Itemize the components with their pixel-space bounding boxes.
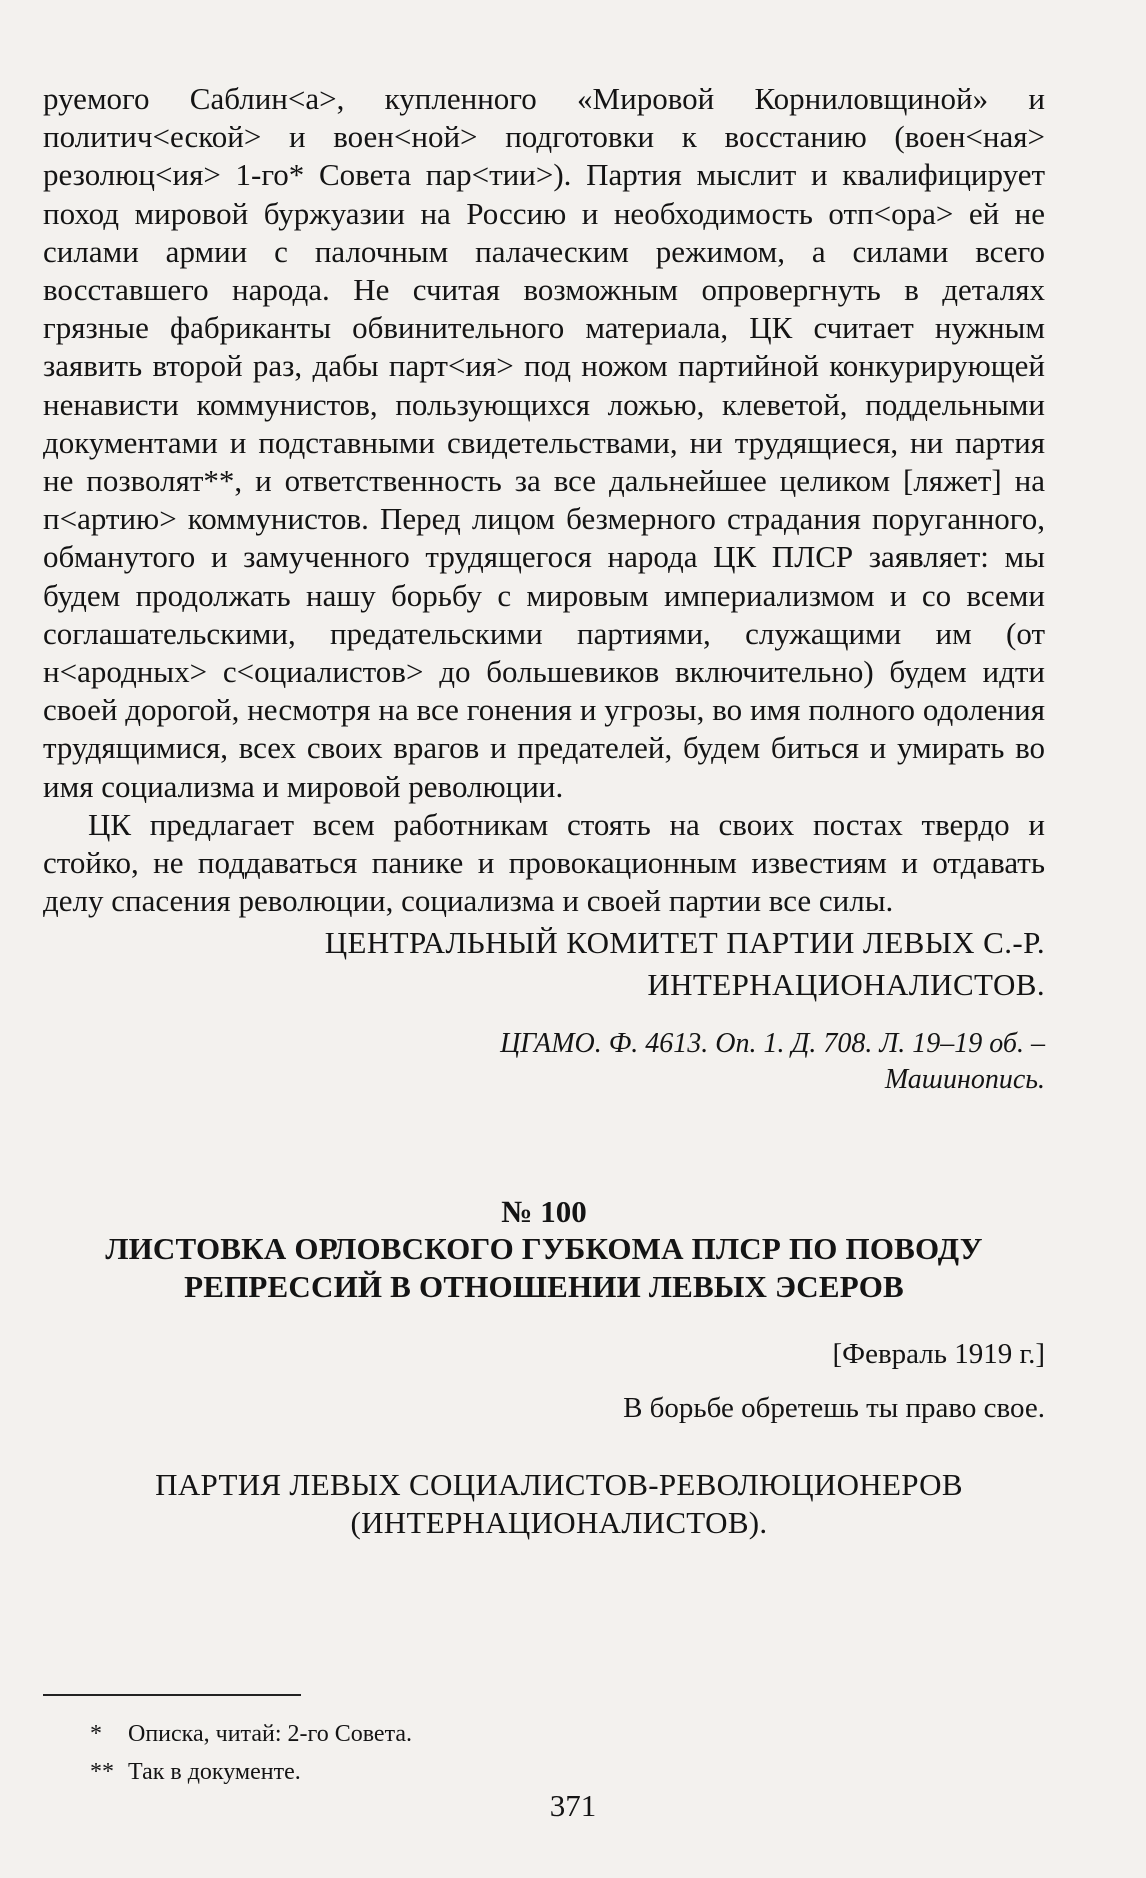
footnotes: [90, 1715, 412, 1791]
footnote-2-mark: **: [90, 1759, 114, 1785]
signature-line-1: ЦЕНТРАЛЬНЫЙ КОМИТЕТ ПАРТИИ ЛЕВЫХ С.-Р.: [324, 925, 1045, 961]
source-line-2: Машинопись.: [884, 1064, 1045, 1096]
document-title-line-1: ЛИСТОВКА ОРЛОВСКОГО ГУБКОМА ПЛСР ПО ПОВОДУ: [105, 1231, 983, 1267]
party-heading-line-2: (ИНТЕРНАЦИОНАЛИСТОВ).: [350, 1505, 768, 1541]
motto: В борьбе обретешь ты право свое.: [623, 1392, 1045, 1425]
footnote-1-mark: *: [90, 1721, 102, 1747]
body-paragraph-1: руемого Саблин<а>, купленного «Мировой Корниловщиной» и политич<еской> и воен<ной> подготовки к восстанию (воен<ная> резолюц<ия> 1-го* Совета пар<тии>). Партия мыслит и квалифицирует поход мировой буржуазии на Россию и необходимость отп<ора> ей не силами армии с палочным палаческим режимом, а силами всего восставшего народа. Не считая возможным опровергнуть в деталях грязные фабриканты обвинительного материала, ЦК считает нужным заявить второй раз, дабы парт<ия> под ножом партийной конкурирующей ненависти коммунистов, пользующихся ложью, клеветой, поддельными документами и подставными свидетельствами, ни трудящиеся, ни партия не позволят**, и ответственность за все дальнейшее целиком [ляжет] на п<артию> коммунистов. Перед лицом безмерного страдания поруганного, обманутого и замученного трудящегося народа ЦК ПЛСР заявляет: мы будем продолжать нашу борьбу с мировым империализмом и со всеми соглашательскими, предательскими партиями, служащими им (от н<ародных> с<оциалистов> до большевиков включительно) будем идти своей дорогой, несмотря на все гонения и угрозы, во имя полного одоления трудящимися, всех своих врагов и предателей, будем биться и умирать во имя социализма и мировой революции.: [43, 81, 1045, 804]
document-title-line-2: РЕПРЕССИЙ В ОТНОШЕНИИ ЛЕВЫХ ЭСЕРОВ: [184, 1269, 904, 1305]
footnote-2: [90, 1753, 412, 1791]
footnote-divider: [43, 1694, 301, 1696]
footnote-1-text: Описка, читай: 2-го Совета.: [128, 1721, 413, 1747]
page-number: 371: [549, 1788, 597, 1823]
archive-source: [43, 1026, 1045, 1098]
page-content: [43, 80, 1045, 1542]
party-heading-line-1: ПАРТИЯ ЛЕВЫХ СОЦИАЛИСТОВ-РЕВОЛЮЦИОНЕРОВ: [155, 1467, 963, 1503]
document-date: [Февраль 1919 г.]: [832, 1338, 1045, 1371]
document-number: № 100: [501, 1194, 587, 1230]
party-heading: [43, 1466, 1045, 1542]
body-paragraph-2: ЦК предлагает всем работникам стоять на своих постах твердо и стойко, не поддаваться панике и провокационным известиям и отдавать делу спасения революции, социализма и своей партии все силы.: [43, 806, 1045, 919]
signature: [43, 922, 1045, 1006]
document-title: [43, 1230, 1045, 1306]
footnote-1: [90, 1715, 412, 1753]
signature-line-2: ИНТЕРНАЦИОНАЛИСТОВ.: [647, 967, 1045, 1003]
footnote-2-text: Так в документе.: [128, 1759, 301, 1785]
source-line-1: ЦГАМО. Ф. 4613. Оп. 1. Д. 708. Л. 19–19 об. –: [500, 1028, 1045, 1060]
